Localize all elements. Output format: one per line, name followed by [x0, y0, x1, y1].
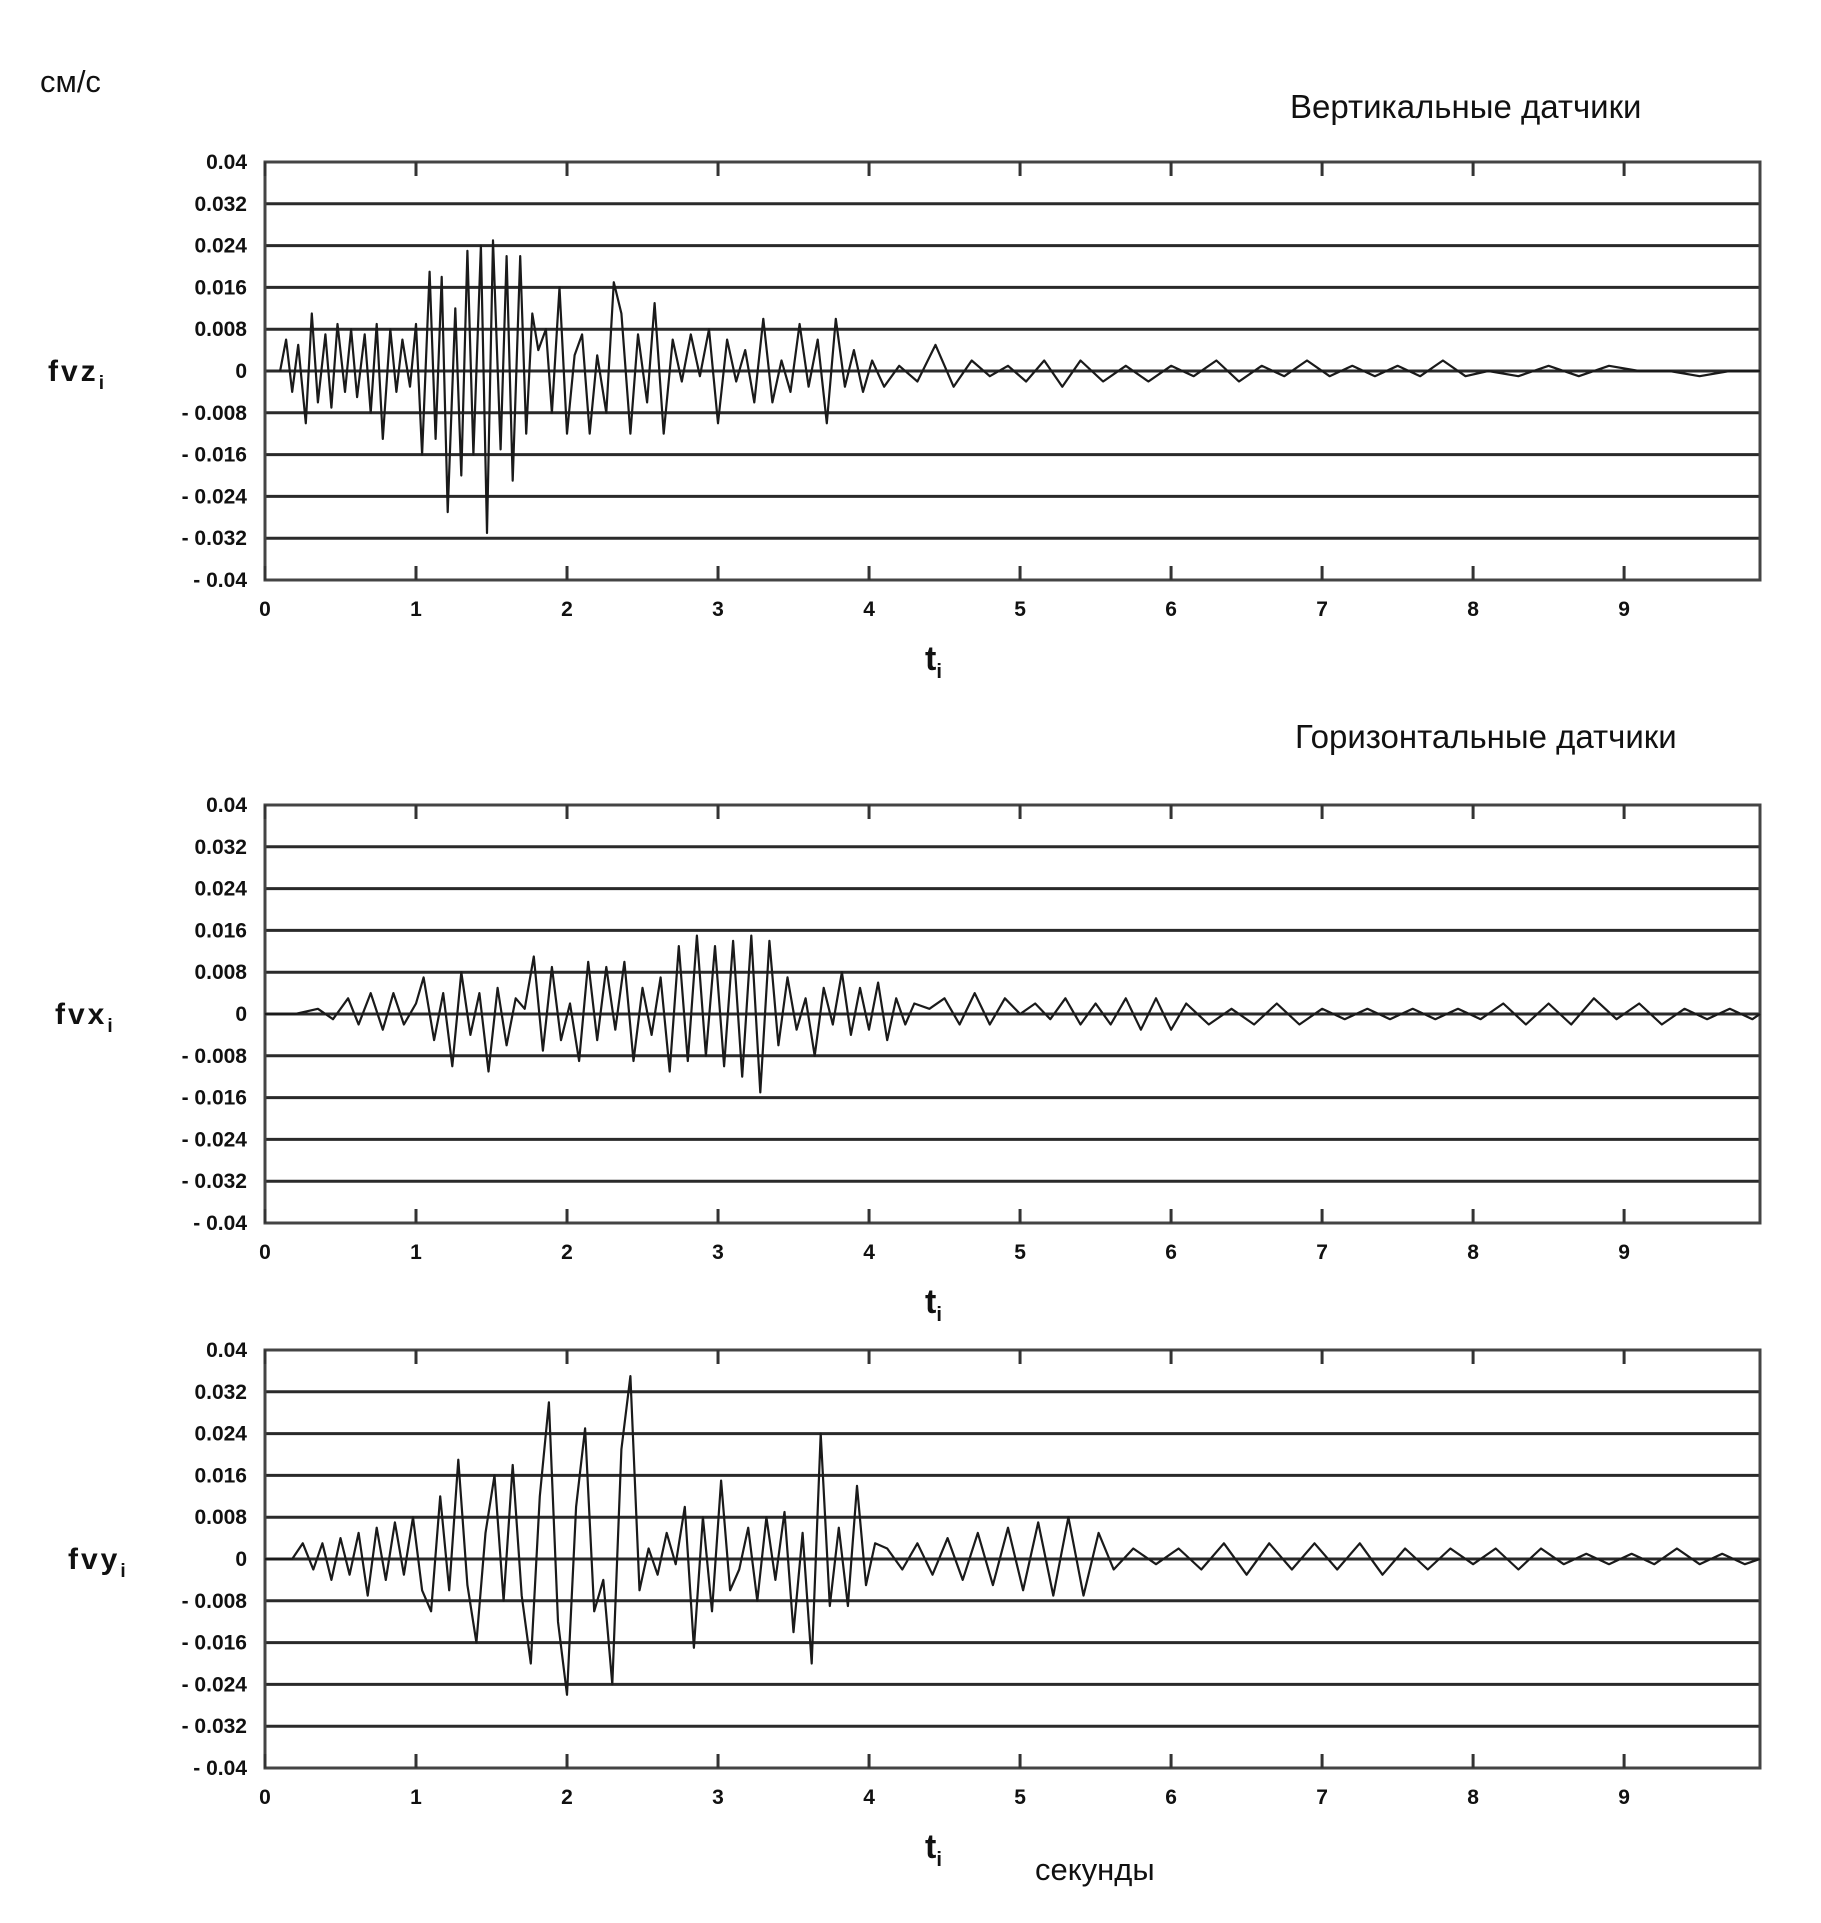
y-tick-label: - 0.032 [181, 527, 247, 551]
x-tick-label: 1 [410, 1786, 422, 1809]
x-tick-label: 5 [1014, 598, 1026, 621]
y-tick-label: 0.016 [194, 276, 247, 300]
x-tick-label: 8 [1467, 598, 1479, 621]
x-tick-label: 8 [1467, 1241, 1479, 1264]
y-tick-label: - 0.008 [181, 401, 247, 425]
y-tick-label: - 0.032 [181, 1170, 247, 1194]
x-axis-label-subscript: i [936, 1304, 942, 1326]
y-tick-label: - 0.016 [181, 443, 247, 467]
heading-vertical: Вертикальные датчики [1290, 88, 1642, 125]
y-tick-label: 0.024 [194, 1422, 247, 1446]
y-axis-label-subscript: i [120, 1561, 126, 1582]
y-tick-label: - 0.016 [181, 1631, 247, 1655]
y-tick-label: 0.032 [194, 192, 247, 216]
y-tick-label: 0.032 [194, 835, 247, 859]
x-tick-label: 2 [561, 1786, 573, 1809]
x-axis-label-subscript: i [936, 661, 942, 683]
y-axis-label-main: fvx [55, 998, 108, 1031]
y-tick-label: - 0.024 [181, 485, 247, 509]
y-tick-label: 0 [235, 360, 247, 383]
y-tick-label: - 0.04 [193, 569, 247, 592]
x-tick-label: 9 [1618, 598, 1630, 621]
y-tick-label: - 0.024 [181, 1673, 247, 1697]
x-axis-label [925, 640, 942, 683]
x-tick-label: 7 [1316, 598, 1328, 621]
chart-panel-1 [48, 151, 1760, 683]
x-tick-label: 6 [1165, 1241, 1177, 1264]
y-tick-label: 0.032 [194, 1380, 247, 1404]
y-tick-label: 0.008 [194, 961, 247, 985]
unit-label: см/с [40, 64, 101, 99]
x-tick-label: 5 [1014, 1241, 1026, 1264]
y-axis-label [68, 1543, 126, 1582]
y-tick-label: - 0.024 [181, 1128, 247, 1152]
x-tick-label: 3 [712, 1241, 724, 1264]
signal-trace-1 [280, 240, 1760, 533]
y-tick-label: - 0.008 [181, 1044, 247, 1068]
x-axis-label-main: t [925, 1283, 937, 1321]
x-tick-label: 3 [712, 598, 724, 621]
x-axis-label-subscript: i [936, 1849, 942, 1871]
x-tick-label: 0 [259, 1241, 271, 1264]
x-tick-label: 4 [863, 1786, 875, 1809]
y-tick-label: - 0.04 [193, 1757, 247, 1780]
y-tick-label: - 0.008 [181, 1589, 247, 1613]
y-tick-label: 0 [235, 1003, 247, 1026]
x-tick-label: 4 [863, 1241, 875, 1264]
heading-horizontal: Горизонтальные датчики [1295, 718, 1677, 755]
x-axis-label [925, 1283, 942, 1326]
x-axis-label-main: t [925, 640, 937, 678]
y-tick-label: 0.016 [194, 919, 247, 943]
x-tick-label: 2 [561, 598, 573, 621]
x-tick-label: 8 [1467, 1786, 1479, 1809]
y-axis-label-main: fvy [68, 1543, 121, 1576]
x-tick-label: 6 [1165, 598, 1177, 621]
y-tick-label: 0 [235, 1548, 247, 1571]
x-tick-label: 3 [712, 1786, 724, 1809]
y-axis-label-subscript: i [107, 1016, 113, 1037]
x-tick-label: 2 [561, 1241, 573, 1264]
x-tick-label: 5 [1014, 1786, 1026, 1809]
x-tick-label: 1 [410, 1241, 422, 1264]
seconds-label: секунды [1035, 1852, 1155, 1887]
y-tick-label: 0.024 [194, 234, 247, 258]
y-axis-label [55, 998, 113, 1037]
y-tick-label: - 0.04 [193, 1212, 247, 1235]
x-tick-label: 4 [863, 598, 875, 621]
chart-panels [48, 151, 1760, 1871]
x-tick-label: 9 [1618, 1786, 1630, 1809]
x-tick-label: 7 [1316, 1786, 1328, 1809]
y-tick-label: - 0.032 [181, 1715, 247, 1739]
chart-panel-3 [68, 1339, 1760, 1871]
y-tick-label: 0.008 [194, 1506, 247, 1530]
y-tick-label: 0.04 [206, 1339, 247, 1362]
y-axis-label-subscript: i [98, 373, 104, 394]
y-tick-label: 0.024 [194, 877, 247, 901]
y-axis-label-main: fvz [48, 355, 99, 388]
x-tick-label: 6 [1165, 1786, 1177, 1809]
x-axis-label [925, 1828, 942, 1871]
x-tick-label: 0 [259, 598, 271, 621]
chart-panel-2 [55, 794, 1760, 1326]
x-tick-label: 1 [410, 598, 422, 621]
signal-trace-3 [265, 1376, 1760, 1695]
y-axis-label [48, 355, 104, 394]
y-tick-label: 0.04 [206, 794, 247, 817]
y-tick-label: - 0.016 [181, 1086, 247, 1110]
x-tick-label: 0 [259, 1786, 271, 1809]
y-tick-label: 0.016 [194, 1464, 247, 1488]
x-axis-label-main: t [925, 1828, 937, 1866]
y-tick-label: 0.008 [194, 318, 247, 342]
x-tick-label: 9 [1618, 1241, 1630, 1264]
y-tick-label: 0.04 [206, 151, 247, 174]
x-tick-label: 7 [1316, 1241, 1328, 1264]
